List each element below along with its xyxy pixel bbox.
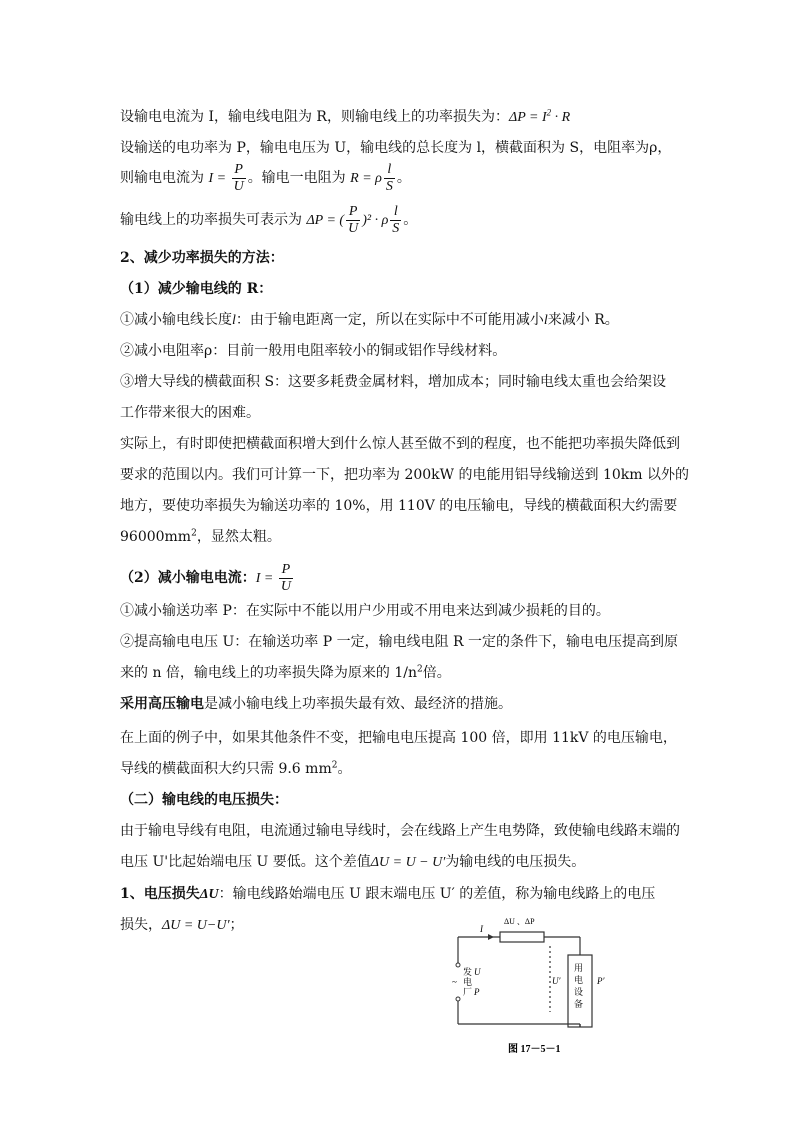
item-raise-voltage-2 bbox=[120, 663, 451, 683]
fraction-p-over-u bbox=[346, 204, 360, 237]
text: ①减小输电线长度 bbox=[120, 312, 232, 328]
formula-i: I = bbox=[255, 571, 277, 586]
heading-reduce-loss: 2、减少功率损失的方法： bbox=[120, 250, 284, 266]
label-load-2: 电 bbox=[574, 975, 584, 985]
numerator: P bbox=[232, 162, 246, 179]
terminal-bottom bbox=[456, 997, 460, 1001]
period: 。 bbox=[396, 170, 411, 186]
text: 96000mm bbox=[120, 529, 192, 545]
para-voltage-drop-2 bbox=[120, 852, 585, 873]
line-current-resistance bbox=[120, 160, 411, 197]
def-voltage-loss-1 bbox=[120, 884, 655, 905]
label-load-voltage: U′ bbox=[552, 976, 561, 986]
label-gen-1: 发 bbox=[463, 967, 473, 977]
text: 输电线上的功率损失可表示为 bbox=[120, 212, 302, 228]
para-example-1: 实际上，有时即使把横截面积增大到什么惊人甚至做不到的程度，也不能把功率损失降低到 bbox=[120, 436, 680, 452]
formula-i: I = bbox=[208, 171, 230, 186]
figure-caption: 图 17－5－1 bbox=[508, 1044, 561, 1055]
label-load-4: 备 bbox=[574, 999, 584, 1009]
para-high-voltage bbox=[120, 694, 512, 714]
denominator: U bbox=[348, 220, 359, 236]
formula-du: ΔU = U − U′ bbox=[370, 855, 446, 870]
line-resistor bbox=[500, 932, 544, 942]
text: （2）减小输电电流： bbox=[120, 570, 256, 586]
text: 则输电电流为 bbox=[120, 170, 204, 186]
label-gen-3: 厂 bbox=[463, 987, 473, 997]
current-arrow bbox=[488, 934, 494, 940]
text: ； bbox=[229, 917, 244, 933]
fraction-p-over-u bbox=[279, 562, 293, 595]
superscript: 2 bbox=[331, 760, 338, 771]
circuit-diagram bbox=[440, 912, 620, 1057]
symbol-l: l bbox=[543, 313, 548, 328]
formula-du: ΔU = U−U′ bbox=[162, 918, 230, 933]
formula-part: ΔP = ( bbox=[306, 213, 345, 228]
bold-text: 1、电压损失 bbox=[120, 886, 200, 902]
fraction-l-over-s bbox=[390, 204, 401, 237]
text: 来的 n 倍，输电线上的功率损失降为原来的 1/n bbox=[120, 665, 418, 681]
text: 损失， bbox=[120, 917, 162, 933]
item-reduce-power: ①减小输送功率 P：在实际中不能以用户少用或不用电来达到减少损耗的目的。 bbox=[120, 603, 610, 619]
text: 是减小输电线上功率损失最有效、最经济的措施。 bbox=[204, 696, 512, 712]
text: ，显然太粗。 bbox=[196, 529, 281, 545]
text: 设输电电流为 I，输电线电阻为 R，则输电线上的功率损失为： bbox=[120, 109, 509, 125]
label-gen-power: P bbox=[474, 987, 480, 997]
text: 为输电线的电压损失。 bbox=[445, 854, 586, 870]
item-length bbox=[120, 310, 619, 331]
heading-reduce-r: （1）减少输电线的 R： bbox=[120, 281, 273, 297]
line-definitions bbox=[120, 138, 671, 158]
def-voltage-loss-2 bbox=[120, 915, 244, 936]
text: 电压 U'比起始端电压 U 要低。这个差值 bbox=[120, 854, 371, 870]
item-raise-voltage-1: ②提高输电电压 U：在输送功率 P 一定，输电线电阻 R 一定的条件下，输电电压提高到原 bbox=[120, 634, 679, 650]
superscript: 2 bbox=[191, 528, 197, 539]
terminal-top bbox=[456, 963, 460, 967]
fraction-p-over-u bbox=[232, 162, 246, 195]
formula-r: R = ρ bbox=[350, 171, 382, 186]
numerator: l bbox=[384, 162, 395, 179]
period: 。 bbox=[403, 212, 418, 228]
heading-voltage-loss: （二）输电线的电压损失： bbox=[120, 792, 288, 808]
label-gen-2: 电 bbox=[463, 977, 473, 987]
line-loss-expression bbox=[120, 202, 417, 239]
text: 导线的横截面积大约只需 9.6 mm bbox=[120, 761, 332, 777]
numerator: l bbox=[390, 204, 401, 221]
text: 倍。 bbox=[422, 665, 451, 681]
heading-reduce-current bbox=[120, 560, 295, 597]
label-gen-voltage: U bbox=[474, 967, 481, 977]
text: ：输电线路始端电压 U 跟末端电压 U′ 的差值，称为输电线路上的电压 bbox=[218, 886, 656, 902]
text: 。输电一电阻为 bbox=[247, 170, 346, 186]
label-ac-symbol: ~ bbox=[452, 977, 457, 987]
para-voltage-drop-1: 由于输电导线有电阻，电流通过输电导线时，会在线路上产生电势降，致使输电线路末端的 bbox=[120, 823, 680, 839]
formula-part: )² · ρ bbox=[362, 213, 389, 228]
label-loss: ΔU 、ΔP bbox=[504, 917, 535, 926]
text: 来减小 R。 bbox=[547, 312, 619, 328]
para-example-4 bbox=[120, 527, 281, 547]
fraction-l-over-s bbox=[384, 162, 395, 195]
denominator: S bbox=[392, 220, 400, 236]
symbol-l: l bbox=[232, 313, 236, 328]
denominator: U bbox=[280, 578, 291, 594]
numerator: P bbox=[346, 204, 360, 221]
label-load-3: 设 bbox=[574, 987, 584, 997]
bold-text: 采用高压输电 bbox=[120, 696, 204, 712]
para-example-2: 要求的范围以内。我们可计算一下，把功率为 200kW 的电能用铝导线输送到 10km 以外的 bbox=[120, 467, 689, 483]
denominator: U bbox=[233, 178, 244, 194]
item-resistivity: ②减小电阻率ρ：目前一般用电阻率较小的铜或铝作导线材料。 bbox=[120, 343, 507, 359]
label-current: I bbox=[480, 924, 483, 934]
text: ：由于输电距离一定，所以在实际中不可能用减小 bbox=[235, 312, 544, 328]
denominator: S bbox=[385, 178, 393, 194]
superscript: 2 bbox=[417, 664, 423, 675]
formula-dp: $\Delta P = I^2 \cdot R$ bbox=[508, 107, 571, 125]
text: 。 bbox=[337, 761, 352, 777]
label-load-power: P′ bbox=[597, 976, 605, 986]
item-area-1: ③增大导线的横截面积 S：这要多耗费金属材料，增加成本；同时输电线太重也会给架设 bbox=[120, 374, 667, 390]
para-example-3: 地方，要使功率损失为输送功率的 10%，用 110V 的电压输电，导线的横截面积大约需要 bbox=[120, 498, 678, 514]
item-area-2: 工作带来很大的困难。 bbox=[120, 405, 260, 421]
para-example-b-1: 在上面的例子中，如果其他条件不变，把输电电压提高 100 倍，即用 11kV 的电压输电， bbox=[120, 730, 677, 746]
label-load-1: 用 bbox=[574, 963, 584, 973]
para-example-b-2 bbox=[120, 759, 351, 779]
numerator: P bbox=[279, 562, 293, 579]
text: 设输送的电功率为 P，输电电压为 U，输电线的总长度为 l，横截面积为 S，电阻率为ρ， bbox=[120, 140, 672, 156]
line-power-loss bbox=[120, 107, 570, 128]
symbol-du: ΔU bbox=[199, 887, 219, 902]
